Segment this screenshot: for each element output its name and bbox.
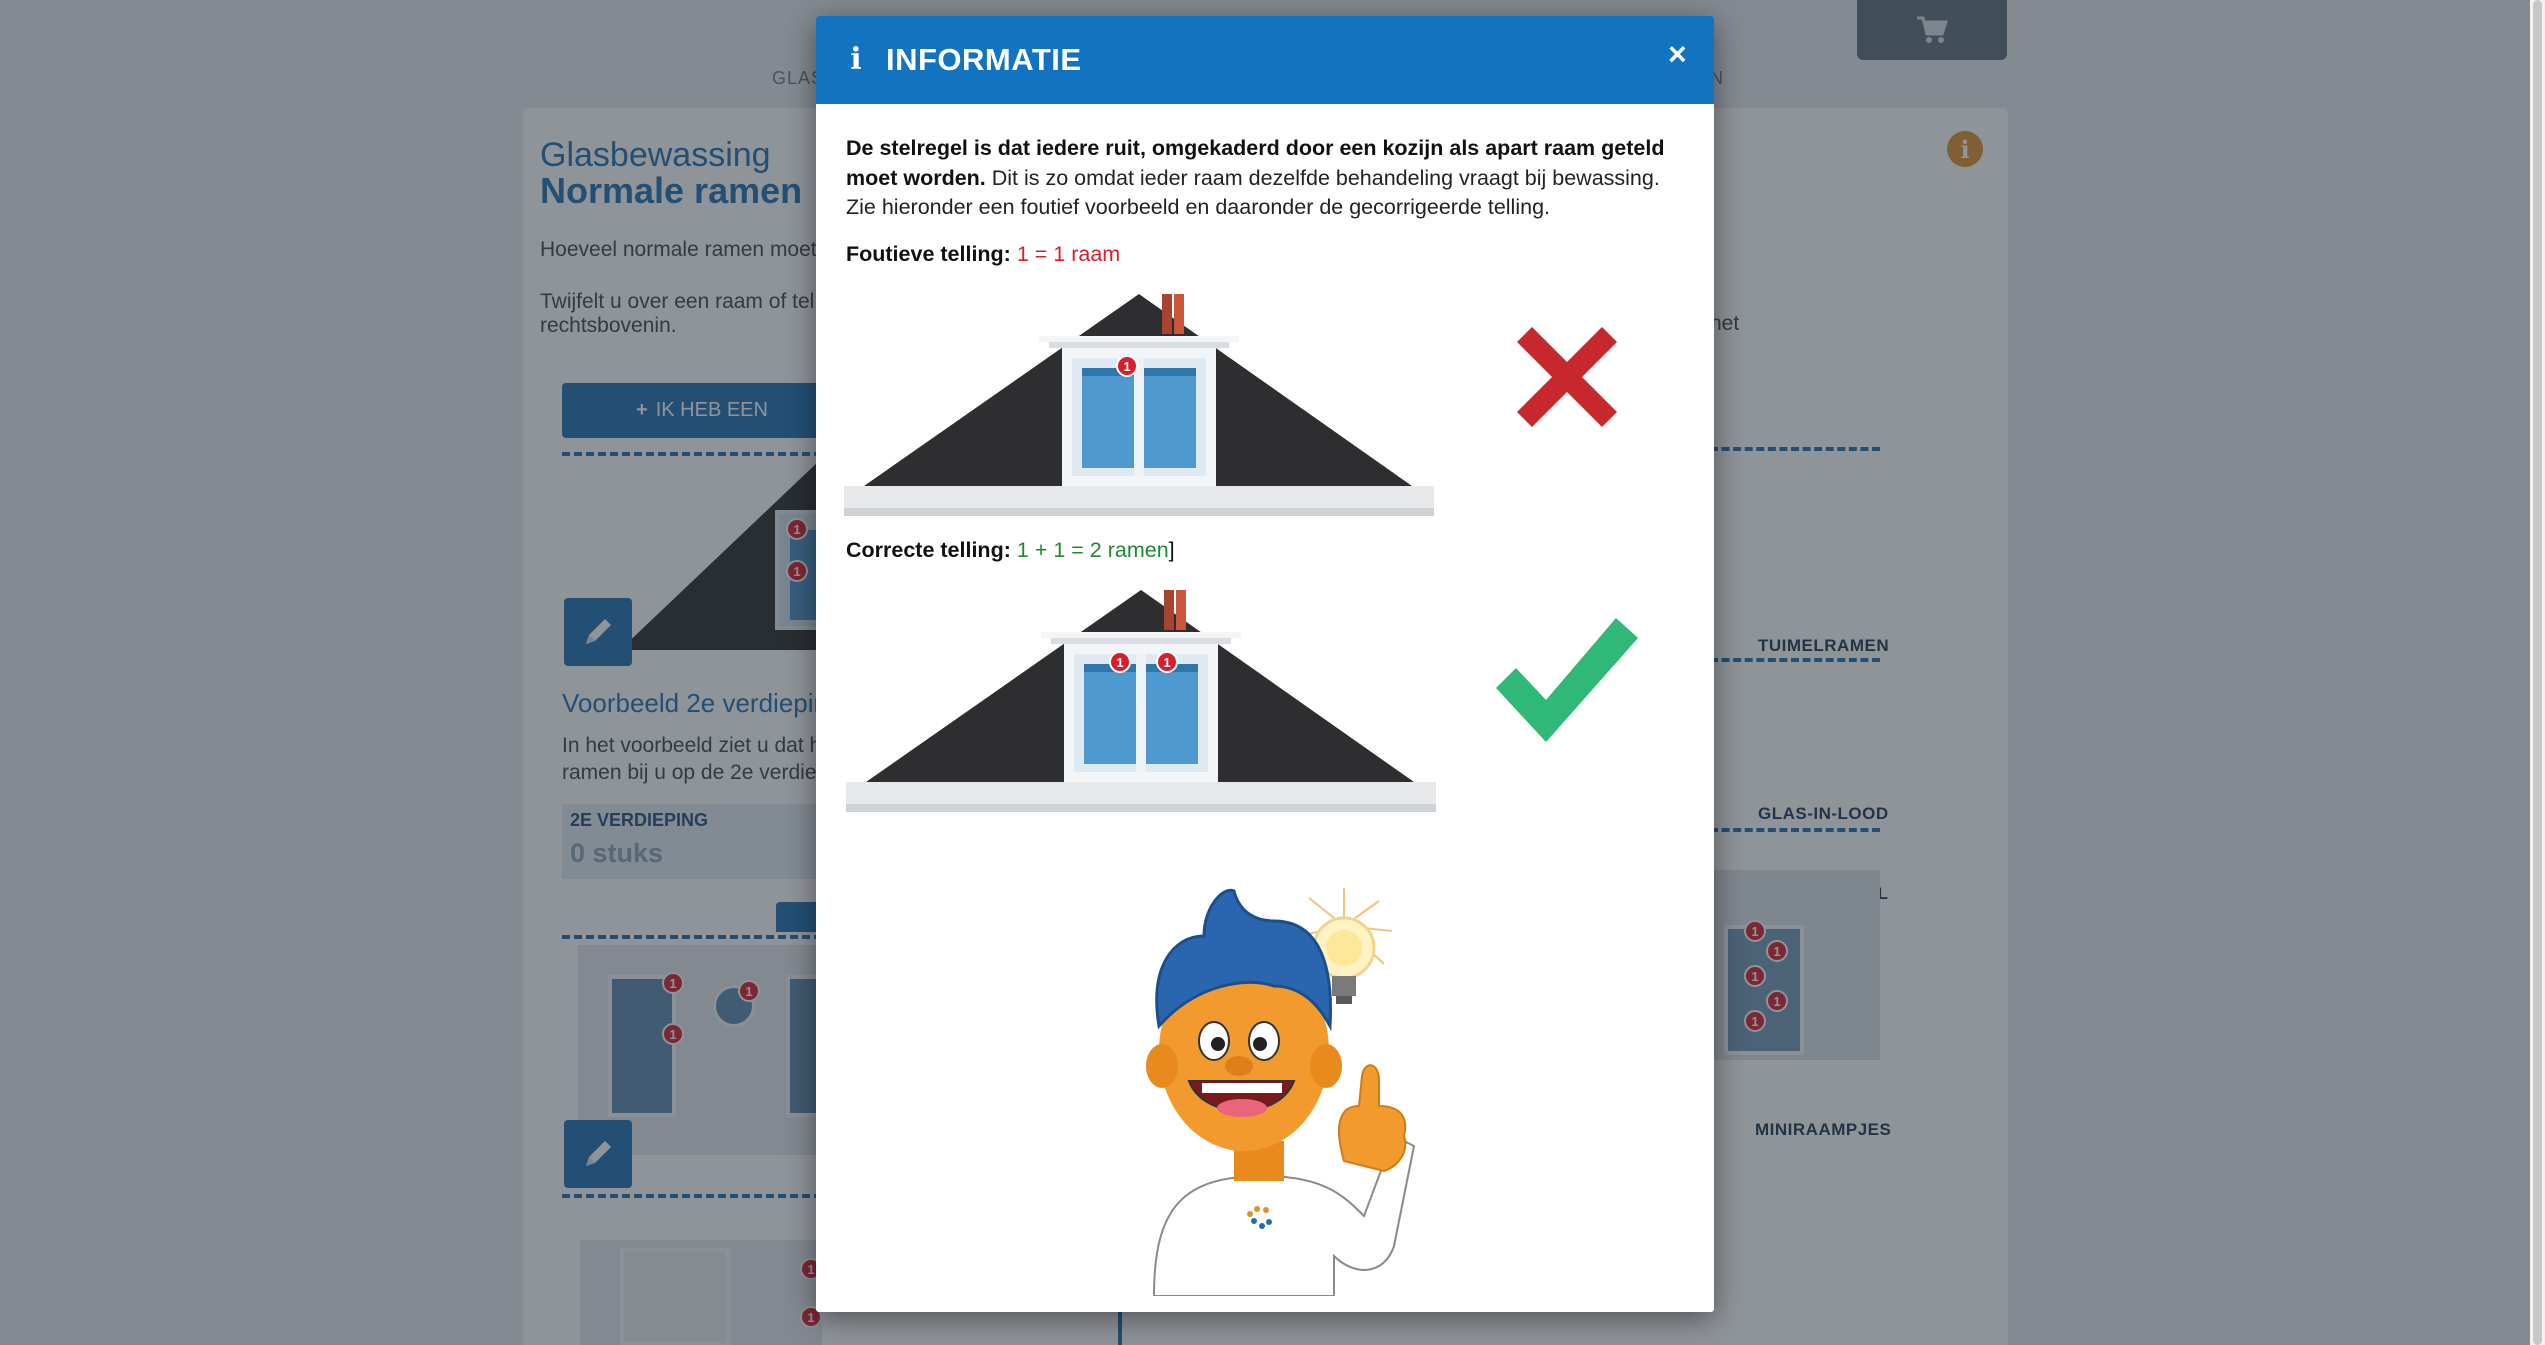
wrong-example-house-image xyxy=(844,286,1434,516)
correct-count-suffix: ] xyxy=(1168,538,1175,562)
info-icon: i xyxy=(850,42,862,77)
checkmark-icon xyxy=(1488,610,1648,760)
info-modal xyxy=(816,16,1714,1312)
wrong-count-line xyxy=(846,242,1120,267)
cross-icon xyxy=(1502,312,1632,442)
correct-count-label: Correcte telling: xyxy=(846,538,1011,562)
rule-bold-text: De stelregel is dat iedere ruit, omgekaderd door een kozijn als apart raam geteld moet worden. xyxy=(846,136,1665,190)
rule-normal-text: Dit is zo omdat ieder raam dezelfde behandeling vraagt bij bewassing. Zie hieronder een foutief voorbeeld en daaronder de gecorrigeerde telling. xyxy=(846,165,1660,219)
correct-count-value: 1 + 1 = 2 ramen xyxy=(1016,538,1169,562)
modal-header xyxy=(816,16,1714,104)
window-count-badge: 1 xyxy=(1109,651,1131,673)
window-count-badge: 1 xyxy=(1156,651,1178,673)
scrollbar-thumb[interactable] xyxy=(2533,0,2542,1345)
wrong-count-label: Foutieve telling: xyxy=(846,242,1011,266)
wrong-count-value: 1 = 1 raam xyxy=(1016,242,1121,266)
correct-example-house-image xyxy=(846,582,1436,812)
modal-rule-text xyxy=(846,134,1688,223)
mascot-illustration xyxy=(1094,876,1434,1296)
close-icon[interactable]: × xyxy=(1668,36,1687,72)
modal-title: INFORMATIE xyxy=(886,42,1082,77)
correct-count-line xyxy=(846,538,1175,563)
window-count-badge: 1 xyxy=(1116,355,1138,377)
